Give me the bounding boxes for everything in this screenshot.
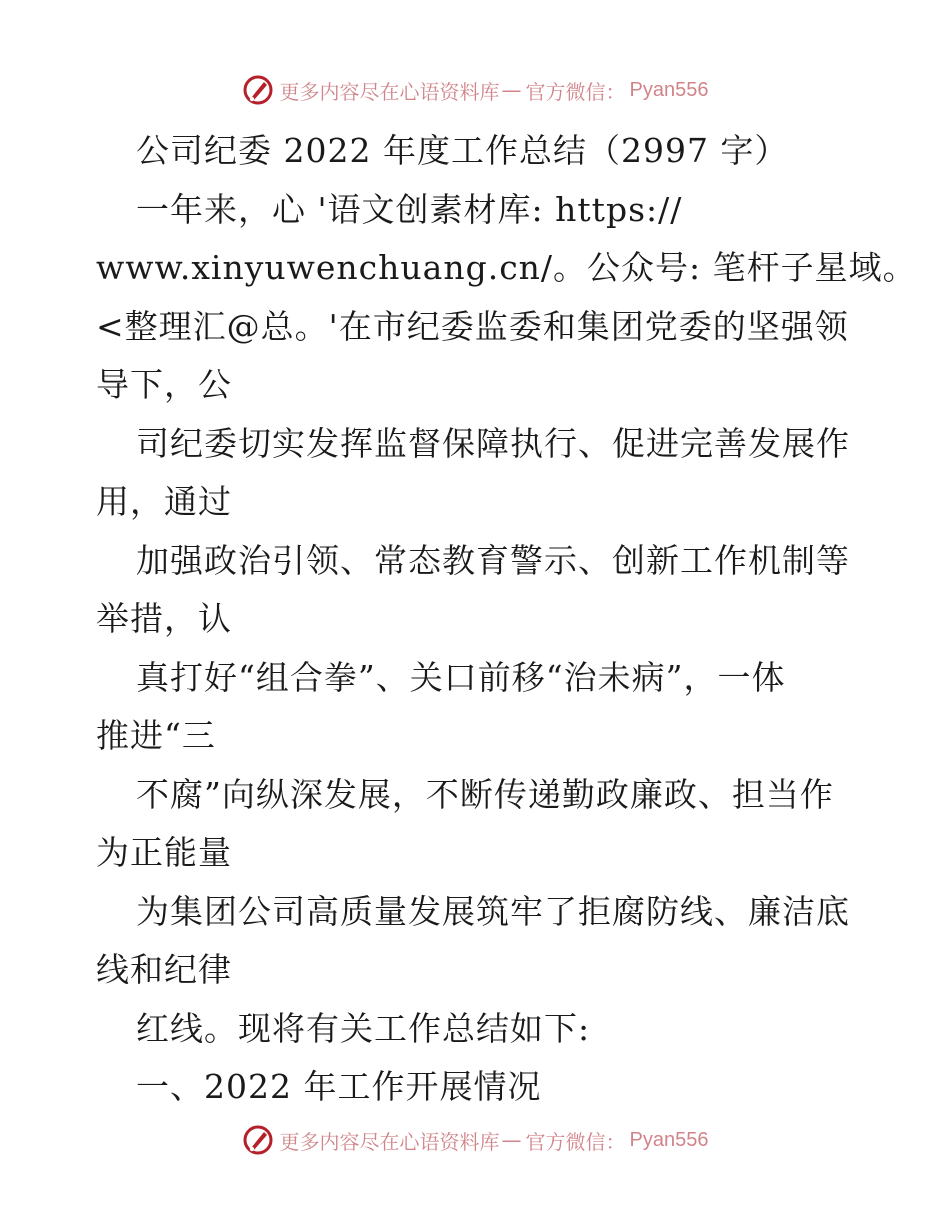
paragraph-line: 推进“三 [96, 716, 216, 755]
paragraph-line: 加强政治引领、常态教育警示、创新工作机制等 [136, 540, 850, 580]
paragraph-line: 为集团公司高质量发展筑牢了拒腐防线、廉洁底 [136, 891, 850, 931]
header-watermark [0, 70, 950, 110]
document-body [96, 122, 917, 1117]
watermark-wechat-label: 官方微信： [525, 1129, 626, 1154]
paragraph-line: 一年来，心 '语文创素材库: https:// [136, 189, 683, 229]
watermark-separator: — [501, 1128, 522, 1152]
footer-watermark [0, 1120, 950, 1160]
paragraph-line: 线和纪律 [96, 950, 232, 989]
paragraph-line: 导下，公 [96, 365, 232, 404]
document-title: 公司纪委 2022 年度工作总结（2997 字） [136, 131, 789, 170]
watermark-separator: — [501, 78, 522, 102]
watermark-wechat-id: Pyan556 [629, 78, 709, 101]
quill-pen-circle-icon [242, 74, 274, 106]
paragraph-line: 司纪委切实发挥监督保障执行、促进完善发展作 [136, 423, 850, 463]
watermark-wechat-label: 官方微信： [525, 79, 626, 104]
paragraph-line: 用，通过 [96, 482, 232, 521]
paragraph-line: www.xinyuwenchuang.cn/。公众号: 笔杆子星域。 [96, 248, 917, 287]
watermark-text: 更多内容尽在心语资料库 [279, 1129, 500, 1154]
paragraph-line: 不腐”向纵深发展，不断传递勤政廉政、担当作 [136, 774, 834, 814]
paragraph-line: 真打好“组合拳”、关口前移“治未病”，一体 [136, 657, 786, 697]
watermark-text: 更多内容尽在心语资料库 [279, 79, 500, 104]
paragraph-line: 为正能量 [96, 833, 232, 872]
quill-pen-circle-icon [242, 1124, 274, 1156]
watermark-wechat-id: Pyan556 [629, 1128, 709, 1151]
section-heading: 一、2022 年工作开展情况 [136, 1067, 542, 1106]
paragraph-line: 红线。现将有关工作总结如下: [136, 1008, 591, 1048]
paragraph-line: <整理汇@总。'在市纪委监委和集团党委的坚强领 [96, 306, 849, 346]
paragraph-line: 举措，认 [96, 599, 232, 638]
